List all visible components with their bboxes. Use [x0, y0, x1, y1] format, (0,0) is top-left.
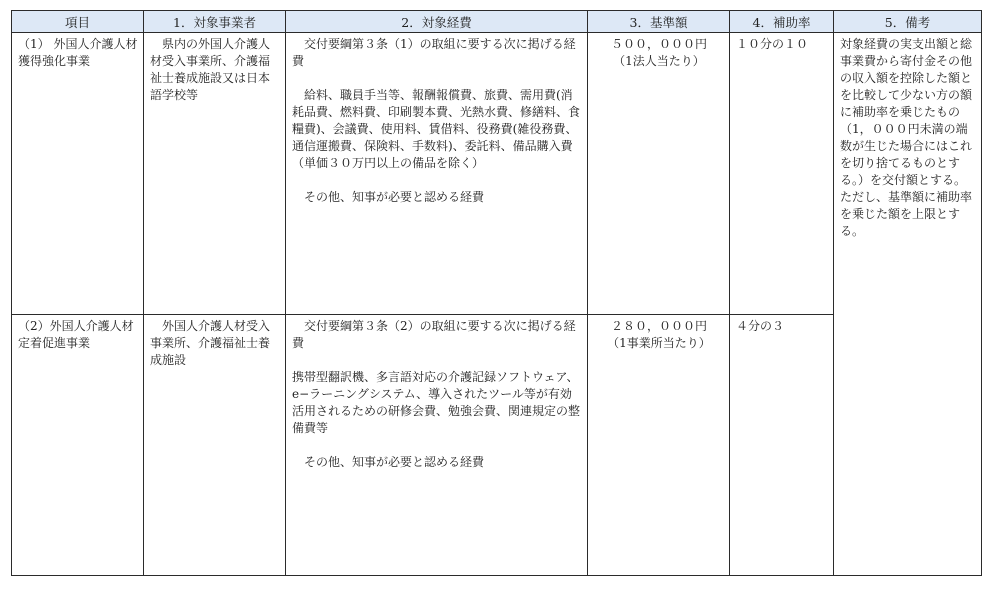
rate-value: ４分の３ [736, 319, 785, 333]
header-expense: 2．対象経費 [286, 11, 588, 33]
expense-other: その他、知事が必要と認める経費 [304, 455, 485, 469]
expense-list: 携帯型翻訳機、多言語対応の介護記録ソフトウェア、e−ラーニングシステム、導入されたツール等が有効活用されるための研修会費、勉強会費、関連規定の整備費等 [292, 370, 581, 435]
rate-cell [730, 315, 834, 576]
operator-text: 外国人介護人材受入事業所、介護福祉士養成施設 [150, 319, 271, 367]
expense-cell [286, 33, 588, 315]
base-amount: ２８０，０００円 [610, 319, 707, 333]
operator-cell [144, 315, 286, 576]
header-operator: 1．対象事業者 [144, 11, 286, 33]
base-amount-cell [588, 33, 730, 315]
header-base-amount: 3．基準額 [588, 11, 730, 33]
item-name: （2）外国人介護人材定着促進事業 [18, 319, 134, 350]
header-item: 項目 [12, 11, 144, 33]
remarks-cell [834, 33, 982, 576]
expense-intro: 交付要綱第３条（1）の取組に要する次に掲げる経費 [292, 37, 576, 68]
subsidy-table [11, 10, 982, 576]
expense-cell [286, 315, 588, 576]
expense-intro: 交付要綱第３条（2）の取組に要する次に掲げる経費 [292, 319, 576, 350]
item-cell [12, 33, 144, 315]
remarks-text: 対象経費の実支出額と総事業費から寄付金その他の収入額を控除した額とを比較して少ない方の額に補助率を乗じたもの（1，０００円未満の端数が生じた場合にはこれを切り捨てるものとする。）を交付額とする。ただし、基準額に補助率を乗じた額を上限とする。 [840, 37, 973, 238]
rate-cell [730, 33, 834, 315]
expense-list: 給料、職員手当等、報酬報償費、旅費、需用費(消耗品費、燃料費、印刷製本費、光熱水費、修繕料、食糧費)、会議費、使用料、賃借料、役務費(雑役務費、通信運搬費、保険料、手数料)、委託料、備品購入費（単価３０万円以上の備品を除く） [292, 88, 581, 170]
operator-text: 県内の外国人介護人材受入事業所、介護福祉士養成施設又は日本語学校等 [150, 37, 271, 102]
operator-cell [144, 33, 286, 315]
base-unit: （1事業所当たり） [607, 336, 711, 350]
header-remarks: 5．備考 [834, 11, 982, 33]
item-cell [12, 315, 144, 576]
item-name: （1） 外国人介護人材獲得強化事業 [18, 37, 138, 68]
base-amount-cell [588, 315, 730, 576]
base-amount: ５００，０００円 [610, 37, 707, 51]
expense-other: その他、知事が必要と認める経費 [304, 190, 485, 204]
header-rate: 4．補助率 [730, 11, 834, 33]
base-unit: （1法人当たり） [613, 54, 705, 68]
rate-value: １０分の１０ [736, 37, 809, 51]
header-row [12, 11, 982, 33]
table-row [12, 33, 982, 315]
